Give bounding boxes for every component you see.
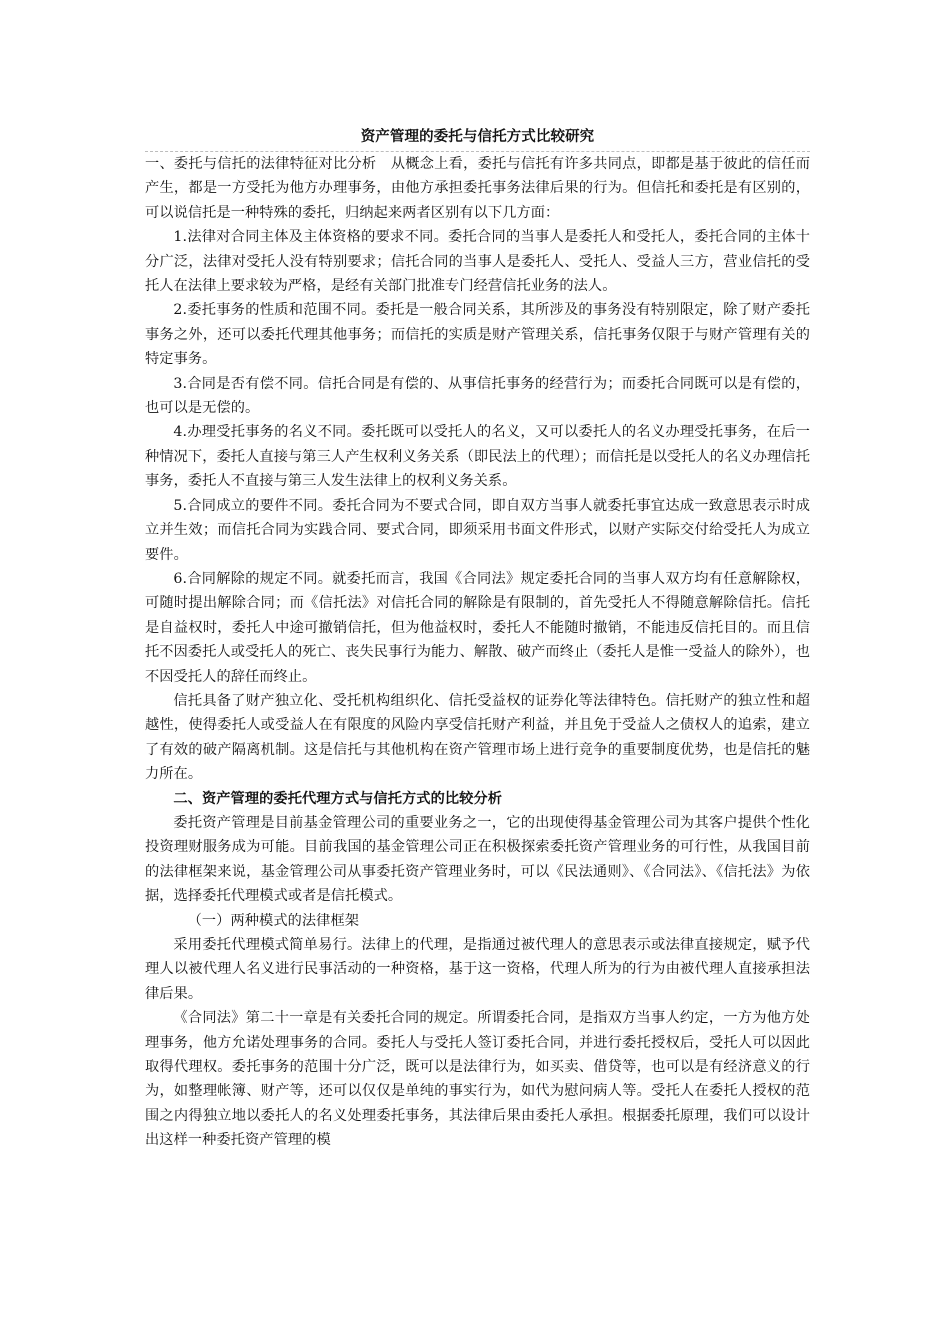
paragraph-point-6: 6.合同解除的规定不同。就委托而言，我国《合同法》规定委托合同的当事人双方均有任意解除权，可随时提出解除合同；而《信托法》对信托合同的解除是有限制的，首先受托人不得随意解除信托。信托是自益权时，委托人中途可撤销信托，但为他益权时，委托人不能随时撤销，不能违反信托目的。而且信托不因委托人或受托人的死亡、丧失民事行为能力、解散、破产而终止（委托人是惟一受益人的除外），也不因受托人的辞任而终止。 [145, 570, 810, 685]
paragraph-trust-features: 信托具备了财产独立化、受托机构组织化、信托受益权的证券化等法律特色。信托财产的独立性和超越性，使得委托人或受益人在有限度的风险内享受信托财产利益，并且免于受益人之债权人的追索，建立了有效的破产隔离机制。这是信托与其他机构在资产管理市场上进行竞争的重要制度优势，也是信托的魅力所在。 [145, 692, 810, 783]
document-page [145, 125, 810, 1153]
paragraph-point-2: 2.委托事务的性质和范围不同。委托是一般合同关系，其所涉及的事务没有特别限定，除了财产委托事务之外，还可以委托代理其他事务；而信托的实质是财产管理关系，信托事务仅限于与财产管理有关的特定事务。 [145, 302, 810, 368]
paragraph-point-4: 4.办理受托事务的名义不同。委托既可以受托人的名义，又可以委托人的名义办理受托事务，在后一种情况下，委托人直接与第三人产生权利义务关系（即民法上的代理）；而信托是以受托人的名义办理信托事务，委托人不直接与第三人发生法律上的权利义务关系。 [145, 424, 810, 490]
document-body [145, 152, 810, 1153]
paragraph-point-3: 3.合同是否有偿不同。信托合同是有偿的、从事信托事务的经营行为；而委托合同既可以是有偿的，也可以是无偿的。 [145, 375, 810, 417]
paragraph-entrusted-management: 委托资产管理是目前基金管理公司的重要业务之一，它的出现使得基金管理公司为其客户提供个性化投资理财服务成为可能。目前我国的基金管理公司正在积极探索委托资产管理业务的可行性，从我国目前的法律框架来说，基金管理公司从事委托资产管理业务时，可以《民法通则》、《合同法》、《信托法》为依据，选择委托代理模式或者是信托模式。 [145, 814, 810, 905]
paragraph-intro: 一、委托与信托的法律特征对比分析 从概念上看，委托与信托有许多共同点，即都是基于彼此的信任而产生，都是一方受托为他方办理事务，由他方承担委托事务法律后果的行为。但信托和委托是有区别的，可以说信托是一种特殊的委托，归纳起来两者区别有以下几方面： [145, 156, 810, 221]
document-title: 资产管理的委托与信托方式比较研究 [360, 128, 595, 145]
paragraph-point-1: 1.法律对合同主体及主体资格的要求不同。委托合同的当事人是委托人和受托人，委托合同的主体十分广泛，法律对受托人没有特别要求；信托合同的当事人是委托人、受托人、受益人三方，营业信托的受托人在法律上要求较为严格，是经有关部门批准专门经营信托业务的法人。 [145, 229, 810, 295]
paragraph-contract-law: 《合同法》第二十一章是有关委托合同的规定。所谓委托合同，是指双方当事人约定，一方为他方处理事务，他方允诺处理事务的合同。委托人与受托人签订委托合同，并进行委托授权后，受托人可以因此取得代理权。委托事务的范围十分广泛，既可以是法律行为，如买卖、借贷等，也可以是有经济意义的行为，如整理帐簿、财产等，还可以仅仅是单纯的事实行为，如代为慰问病人等。受托人在委托人授权的范围之内得独立地以委托人的名义处理委托事务，其法律后果由委托人承担。根据委托原理，我们可以设计出这样一种委托资产管理的模 [145, 1010, 810, 1149]
paragraph-agency-model: 采用委托代理模式简单易行。法律上的代理，是指通过被代理人的意思表示或法律直接规定，赋予代理人以被代理人名义进行民事活动的一种资格，基于这一资格，代理人所为的行为由被代理人直接承担法律后果。 [145, 937, 810, 1002]
subsection-heading-1: （一）两种模式的法律框架 [187, 912, 360, 929]
paragraph-point-5: 5.合同成立的要件不同。委托合同为不要式合同，即自双方当事人就委托事宜达成一致意思表示时成立并生效；而信托合同为实践合同、要式合同，即须采用书面文件形式，以财产实际交付给受托人为成立要件。 [145, 497, 810, 563]
section-heading-2: 二、资产管理的委托代理方式与信托方式的比较分析 [173, 790, 503, 807]
